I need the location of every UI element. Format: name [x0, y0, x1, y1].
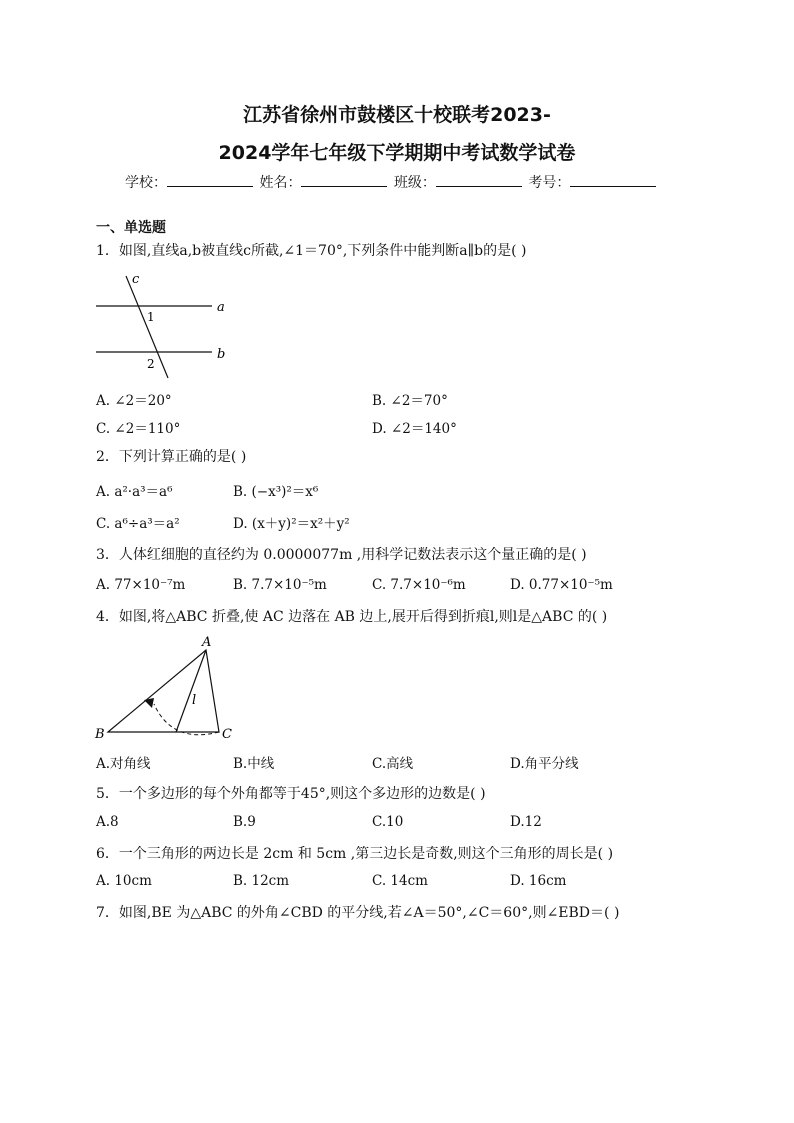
question-5-stem: 5．一个多边形的每个外角都等于45°,则这个多边形的边数是( ) — [96, 786, 486, 802]
class-label: 班级： — [393, 175, 436, 191]
q4-option-c[interactable]: C.高线 — [372, 756, 414, 772]
label-B: B — [95, 727, 105, 742]
class-blank[interactable] — [436, 172, 522, 187]
label-C: C — [222, 727, 232, 742]
question-7-stem: 7．如图,BE 为△ABC 的外角∠CBD 的平分线,若∠A＝50°,∠C＝60°,则∠EBD＝( ) — [96, 905, 620, 921]
exam-number-label: 考号： — [528, 175, 571, 191]
q1-option-b[interactable]: B. ∠2＝70° — [372, 393, 448, 409]
q5-option-c[interactable]: C.10 — [372, 814, 404, 830]
question-2-stem: 2．下列计算正确的是( ) — [96, 449, 247, 465]
q5-option-a[interactable]: A.8 — [96, 814, 119, 830]
q3-option-c[interactable]: C. 7.7×10⁻⁶m — [372, 577, 466, 593]
q1-option-d[interactable]: D. ∠2＝140° — [372, 421, 457, 437]
title-line-1: 江苏省徐州市鼓楼区十校联考2023- — [243, 104, 551, 126]
q3-option-d[interactable]: D. 0.77×10⁻⁵m — [510, 577, 613, 593]
fold-arc — [154, 704, 219, 735]
question-4-figure — [92, 632, 252, 744]
q4-option-d[interactable]: D.角平分线 — [510, 756, 579, 772]
school-blank[interactable] — [167, 172, 253, 187]
q5-option-b[interactable]: B.9 — [233, 814, 256, 830]
q5-option-d[interactable]: D.12 — [510, 814, 542, 830]
q4-option-a[interactable]: A.对角线 — [96, 756, 151, 772]
q1-option-c[interactable]: C. ∠2＝110° — [96, 421, 181, 437]
q3-option-a[interactable]: A. 77×10⁻⁷m — [96, 577, 186, 593]
section-heading: 一、单选题 — [96, 220, 166, 236]
label-l: l — [192, 693, 197, 708]
exam-number-blank[interactable] — [570, 172, 656, 187]
q6-option-d[interactable]: D. 16cm — [510, 873, 567, 889]
question-4-stem: 4．如图,将△ABC 折叠,使 AC 边落在 AB 边上,展开后得到折痕l,则l是△ABC 的( ) — [96, 609, 608, 625]
student-info-line — [125, 172, 658, 192]
q2-option-c[interactable]: C. a⁶÷a³＝a² — [96, 516, 180, 532]
label-b: b — [217, 347, 226, 362]
q2-option-d[interactable]: D. (x＋y)²＝x²＋y² — [233, 516, 350, 532]
q2-option-a[interactable]: A. a²·a³＝a⁶ — [96, 484, 173, 500]
label-a: a — [217, 300, 225, 315]
title-line-2: 2024学年七年级下学期期中考试数学试卷 — [218, 142, 576, 164]
q3-option-b[interactable]: B. 7.7×10⁻⁵m — [233, 577, 327, 593]
label-A: A — [202, 635, 212, 650]
fold-arrowhead — [144, 698, 154, 708]
school-label: 学校： — [125, 175, 167, 191]
q6-option-b[interactable]: B. 12cm — [233, 873, 290, 889]
question-1-figure — [92, 268, 232, 383]
q2-option-b[interactable]: B. (−x³)²＝x⁶ — [233, 484, 319, 500]
name-blank[interactable] — [301, 172, 387, 187]
q1-option-a[interactable]: A. ∠2＝20° — [96, 393, 172, 409]
q6-option-a[interactable]: A. 10cm — [96, 873, 152, 889]
question-3-stem: 3．人体红细胞的直径约为 0.0000077m ,用科学记数法表示这个量正确的是( ) — [96, 547, 587, 563]
name-label: 姓名： — [259, 175, 302, 191]
label-angle-1: 1 — [147, 310, 155, 324]
label-angle-2: 2 — [147, 357, 155, 371]
question-6-stem: 6．一个三角形的两边长是 2cm 和 5cm ,第三边长是奇数,则这个三角形的周长是( ) — [96, 846, 614, 862]
q4-option-b[interactable]: B.中线 — [233, 756, 275, 772]
question-1-stem: 1．如图,直线a,b被直线c所截,∠1＝70°,下列条件中能判断a∥b的是( ) — [96, 243, 527, 259]
q6-option-c[interactable]: C. 14cm — [372, 873, 428, 889]
label-c: c — [132, 272, 140, 287]
